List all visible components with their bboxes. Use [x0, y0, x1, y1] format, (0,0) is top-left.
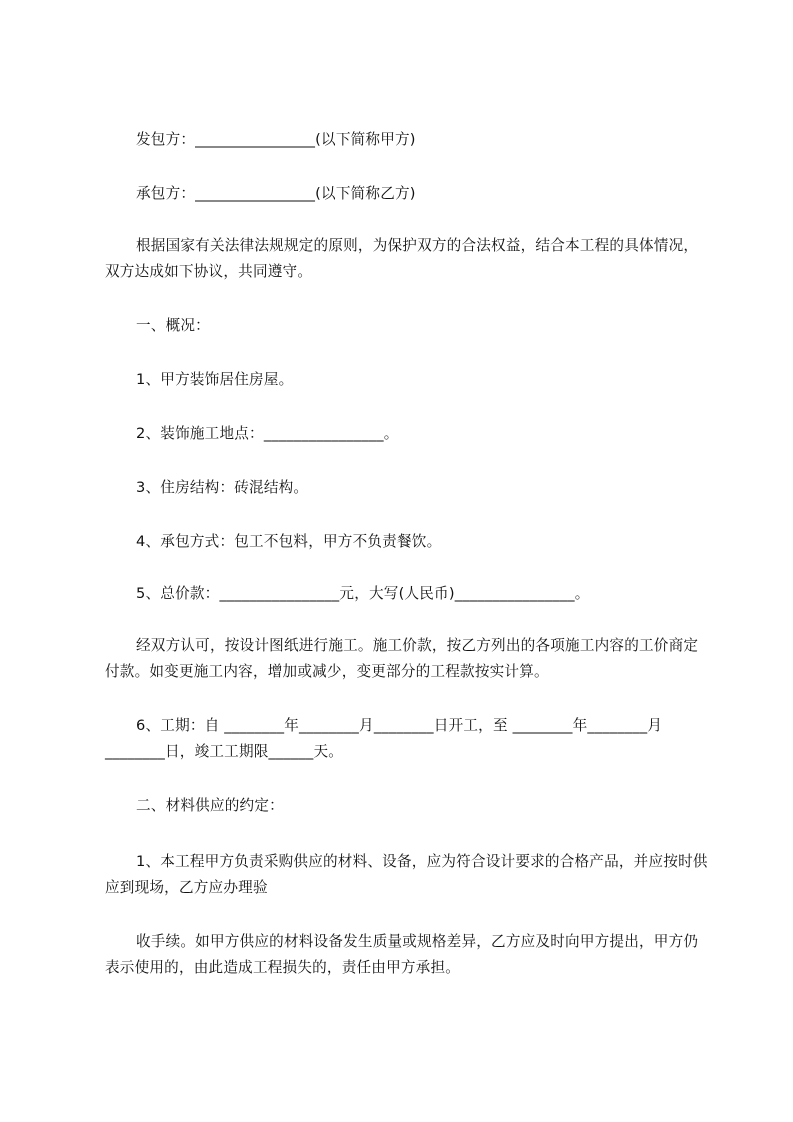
- clause-2-location: 2、装饰施工地点：________________。: [136, 425, 399, 442]
- clause-4-contract-mode: 4、承包方式：包工不包料，甲方不负责餐饮。: [136, 533, 442, 550]
- pricing-paragraph: 经双方认可，按设计图纸进行施工。施工价款，按乙方列出的各项施工内容的工价商定付款。如变更施工内容，增加或减少，变更部分的工程款按实计算。: [105, 637, 699, 680]
- contractor-party-line: 发包方：________________(以下简称甲方): [136, 131, 416, 148]
- clause-3-structure: 3、住房结构：砖混结构。: [136, 479, 309, 496]
- clause-6-schedule: 6、工期：自 ________年________月________日开工，至 ________年________月________日，竣工工期限______天。: [105, 717, 663, 760]
- clause-1-housing: 1、甲方装饰居住房屋。: [136, 371, 294, 388]
- materials-clause-1: 1、本工程甲方负责采购供应的材料、设备，应为符合设计要求的合格产品，并应按时供应到现场，乙方应办理验: [105, 853, 708, 896]
- section-heading-materials: 二、材料供应的约定：: [136, 797, 284, 814]
- clause-5-total-price: 5、总价款：________________元，大写(人民币)________________。: [136, 585, 590, 602]
- preamble-paragraph: 根据国家有关法律法规规定的原则，为保护双方的合法权益，结合本工程的具体情况，双方达成如下协议，共同遵守。: [105, 237, 699, 280]
- section-heading-overview: 一、概况：: [136, 317, 210, 334]
- materials-clause-1-continued: 收手续。如甲方供应的材料设备发生质量或规格差异，乙方应及时向甲方提出，甲方仍表示使用的，由此造成工程损失的，责任由甲方承担。: [105, 933, 699, 976]
- contractee-party-line: 承包方：________________(以下简称乙方): [136, 185, 416, 202]
